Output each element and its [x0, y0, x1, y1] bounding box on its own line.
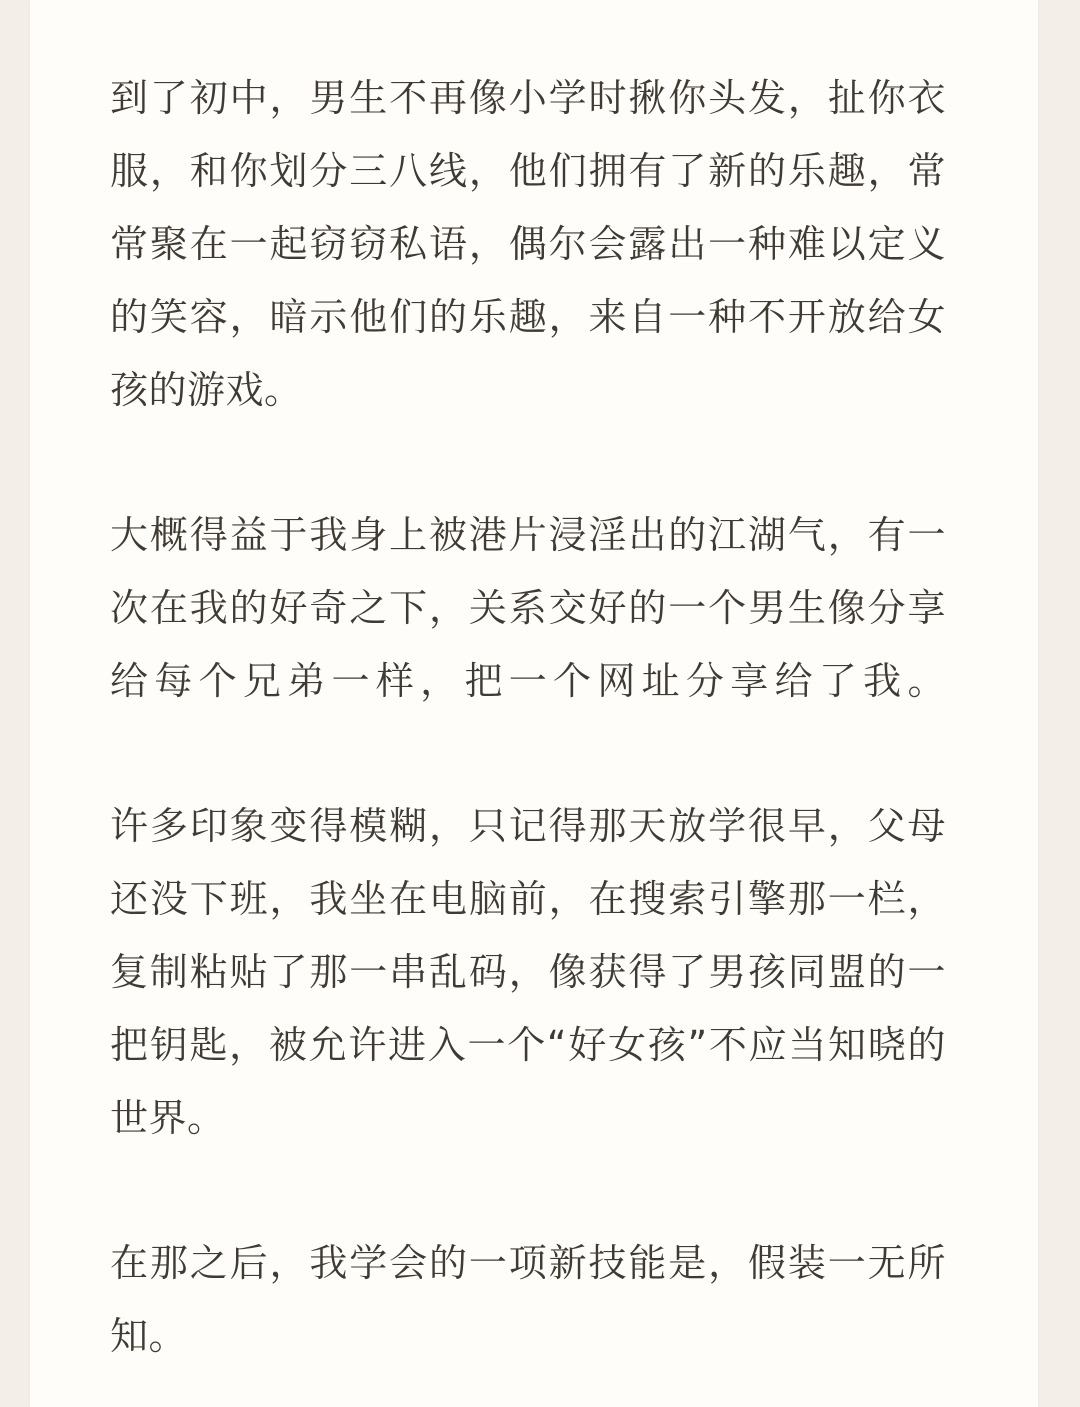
paragraph-1: 到了初中，男生不再像小学时揪你头发，扯你衣服，和你划分三八线，他们拥有了新的乐趣，常常聚在一起窃窃私语，偶尔会露出一种难以定义的笑容，暗示他们的乐趣，来自一种不开放给女孩的游戏。 [110, 76, 946, 412]
paragraph-4: 在那之后，我学会的一项新技能是，假装一无所知。 [110, 1241, 946, 1358]
article-page [30, 0, 1038, 1407]
paragraph-3: 许多印象变得模糊，只记得那天放学很早，父母还没下班，我坐在电脑前，在搜索引擎那一栏，复制粘贴了那一串乱码，像获得了男孩同盟的一把钥匙，被允许进入一个“好女孩”不应当知晓的世界。 [110, 804, 946, 1140]
paragraph-2: 大概得益于我身上被港片浸淫出的江湖气，有一次在我的好奇之下，关系交好的一个男生像分享给每个兄弟一样，把一个网址分享给了我。 [110, 513, 946, 703]
article-body [110, 62, 946, 1373]
